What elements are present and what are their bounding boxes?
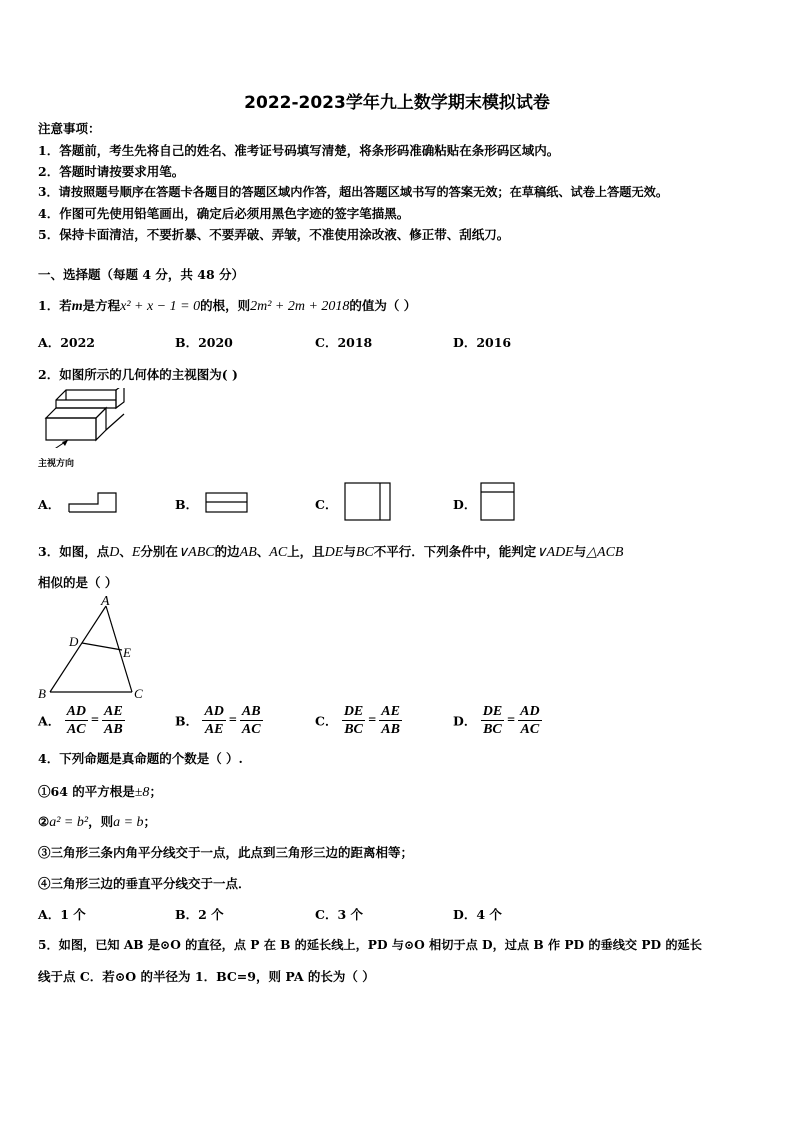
q3-option-d: D． $\frac{DE}{BC}$ = $\frac{AD}{AC}$: [453, 704, 540, 737]
q3-option-c: C． $\frac{DE}{BC}$ = $\frac{AE}{AB}$: [315, 704, 400, 737]
q1-num: 1．若: [38, 298, 72, 313]
q2-solid-step-front: [56, 390, 116, 408]
q2-solid-figure: [38, 388, 138, 448]
q4-statement-1: ①64 的平方根是±8；: [38, 784, 162, 800]
q4-statement-3: ③三角形三条内角平分线交于一点，此点到三角形三边的距离相等；: [38, 845, 414, 860]
q4-option-c: C．3 个: [315, 907, 364, 922]
q3-triangle-figure: [36, 594, 151, 702]
notice-item: 1．答题前，考生先将自己的姓名、准考证号码填写清楚，将条形码准确粘贴在条形码区域内。: [38, 143, 560, 158]
q3-label-c: C: [134, 686, 143, 701]
q2-view-arrow-head: [62, 440, 68, 446]
section-heading: 一、选择题（每题 4 分，共 48 分）: [38, 267, 245, 282]
question-3-stem-line2: 相似的是（ ）: [38, 575, 118, 590]
q3-edge-de: [82, 643, 122, 650]
q2-solid-edge: [106, 414, 124, 430]
q4-option-a: A．1 个: [38, 907, 86, 922]
notice-heading: 注意事项：: [38, 121, 101, 136]
q4-statement-2: ②a² = b²，则a = b；: [38, 814, 157, 830]
q3-label-e: E: [123, 645, 131, 660]
q1-text: 的值为（ ）: [349, 298, 417, 313]
q2-solid-side: [96, 408, 106, 440]
question-1-stem: [38, 296, 416, 315]
q1-option-a: A．2022: [38, 335, 95, 350]
q2-option-c-shape: [344, 482, 392, 522]
notice-item: 2．答题时请按要求用笔。: [38, 164, 185, 179]
notice-item: 3．请按照题号顺序在答题卡各题目的答题区域内作答，超出答题区域书写的答案无效；在草稿纸、试卷上答题无效。: [38, 185, 669, 199]
q1-text: 的根，则: [200, 298, 251, 313]
q3-label-b: B: [38, 686, 46, 701]
q1-option-d: D．2016: [453, 335, 512, 350]
q1-option-c: C．2018: [315, 335, 373, 350]
q2-figure-caption: 主视方向: [38, 459, 75, 469]
q2-option-d-shape: [480, 482, 516, 522]
q2-solid-step-side: [116, 388, 124, 408]
q2-option-a-shape: [68, 492, 118, 514]
q3-option-b: B． $\frac{AD}{AE}$ = $\frac{AB}{AC}$: [175, 704, 261, 737]
question-5-stem-line2: 线于点 C．若⊙O 的半径为 1．BC=9，则 PA 的长为（ ）: [38, 969, 375, 984]
q3-label-d: D: [69, 634, 79, 649]
q2-option-d-label: D．: [453, 497, 477, 512]
q4-statement-4: ④三角形三边的垂直平分线交于一点．: [38, 876, 251, 891]
q1-var: m: [71, 299, 83, 314]
q2-option-b-shape: [205, 492, 249, 514]
q3-label-a: A: [101, 594, 110, 609]
page-title: 2022-2023学年九上数学期末模拟试卷: [244, 93, 550, 113]
question-2-stem: 2．如图所示的几何体的主视图为( ): [38, 367, 238, 382]
q2-option-a-label: A．: [38, 497, 61, 512]
notice-item: 4．作图可先使用铅笔画出，确定后必须用黑色字迹的签字笔描黑。: [38, 206, 410, 221]
question-4-stem: 4．下列命题是真命题的个数是（ ）.: [38, 751, 243, 766]
q1-option-b: B．2020: [175, 335, 233, 350]
q2-option-b-label: B．: [175, 497, 199, 512]
q1-expression: 2m² + 2m + 2018: [250, 299, 350, 314]
q2-option-c-label: C．: [315, 497, 338, 512]
q4-option-d: D．4 个: [453, 907, 502, 922]
q1-equation: x² + x − 1 = 0: [120, 299, 201, 314]
q3-edge-ab: [50, 606, 106, 692]
q1-text: 是方程: [82, 298, 121, 313]
q3-option-a: A． $\frac{AD}{AC}$ = $\frac{AE}{AB}$: [38, 704, 123, 737]
q2-solid-front: [46, 418, 96, 440]
q4-option-b: B．2 个: [175, 907, 224, 922]
question-3-stem-line1: 3．如图，点D、E分别在∨ABC的边AB、AC上，且DE与BC不平行．下列条件中，能判定∨ADE与△ACB: [38, 544, 624, 560]
notice-item: 5．保持卡面清洁，不要折暴、不要弄破、弄皱，不准使用涂改液、修正带、刮纸刀。: [38, 227, 510, 242]
question-5-stem-line1: 5．如图，已知 AB 是⊙O 的直径，点 P 在 B 的延长线上，PD 与⊙O 相切于点 D，过点 B 作 PD 的垂线交 PD 的延长: [38, 938, 702, 952]
